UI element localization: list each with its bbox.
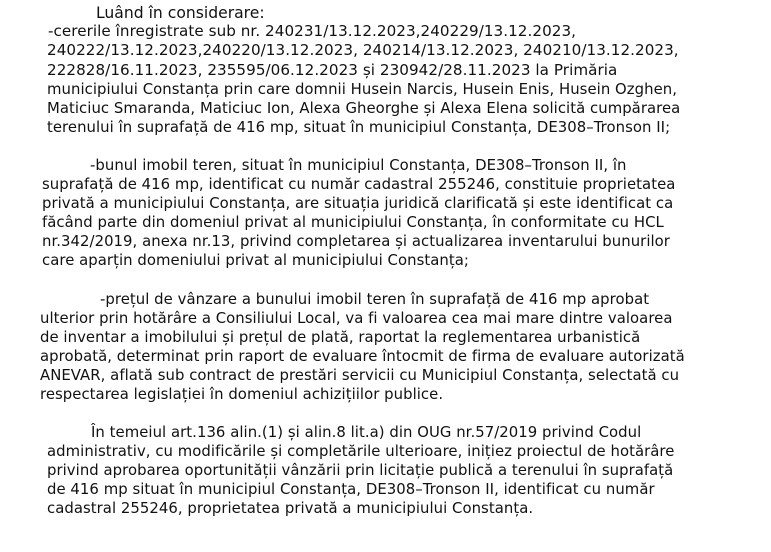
paragraph-line: ulterior prin hotărâre a Consiliului Local, va fi valoarea cea mai mare dintre valoarea: [40, 309, 673, 327]
paragraph-line: În temeiul art.136 alin.(1) și alin.8 lit.a) din OUG nr.57/2019 privind Codul: [91, 423, 642, 441]
paragraph-line: aprobată, determinat prin raport de evaluare întocmit de firma de evaluare autorizată: [40, 347, 685, 365]
paragraph-line: de inventar a imobilului și prețul de plată, raportat la reglementarea urbanistică: [40, 328, 641, 346]
paragraph-line: -prețul de vânzare a bunului imobil teren în suprafață de 416 mp aprobat: [100, 290, 650, 308]
paragraph-line: administrativ, cu modificările și completările ulterioare, inițiez proiectul de hotărâre: [47, 442, 675, 460]
paragraph-line: respectarea legislației în domeniul achizițiilor publice.: [40, 385, 444, 403]
paragraph-line: -cererile înregistrate sub nr. 240231/13.12.2023,240229/13.12.2023,: [48, 22, 577, 40]
section-heading: Luând în considerare:: [96, 4, 265, 22]
paragraph-line: privată a municipiului Constanța, are situația juridică clarificată și este identificat ca: [42, 194, 674, 212]
paragraph-line: privind aprobarea oportunității vânzării prin licitație publică a terenului în suprafață: [47, 461, 674, 479]
paragraph-line: 222828/16.11.2023, 235595/06.12.2023 și 230942/28.11.2023 la Primăria: [47, 61, 618, 79]
paragraph-line: suprafață de 416 mp, identificat cu număr cadastral 255246, constituie proprietatea: [42, 175, 676, 193]
paragraph-line: ANEVAR, aflată sub contract de prestări servicii cu Municipiul Constanța, selectată cu: [40, 366, 680, 384]
paragraph-line: 240222/13.12.2023,240220/13.12.2023, 240214/13.12.2023, 240210/13.12.2023,: [47, 41, 679, 59]
paragraph-line: Maticiuc Smaranda, Maticiuc Ion, Alexa Gheorghe și Alexa Elena solicită cumpărarea: [47, 99, 681, 117]
paragraph-line: terenului în suprafață de 416 mp, situat în municipiul Constanța, DE308–Tronson II;: [47, 118, 671, 136]
paragraph-line: -bunul imobil teren, situat în municipiul Constanța, DE308–Tronson II, în: [90, 156, 627, 174]
paragraph-line: făcând parte din domeniul privat al municipiului Constanța, în conformitate cu HCL: [42, 213, 664, 231]
paragraph-line: municipiului Constanța prin care domnii Husein Narcis, Husein Enis, Husein Ozghen,: [47, 80, 677, 98]
paragraph-line: care aparțin domeniului privat al municipiului Constanța;: [42, 251, 469, 269]
paragraph-line: cadastral 255246, proprietatea privată a municipiului Constanța.: [47, 499, 534, 517]
paragraph-line: de 416 mp situat în municipiul Constanța, DE308–Tronson II, identificat cu număr: [47, 480, 655, 498]
paragraph-line: nr.342/2019, anexa nr.13, privind completarea și actualizarea inventarului bunurilor: [42, 232, 670, 250]
